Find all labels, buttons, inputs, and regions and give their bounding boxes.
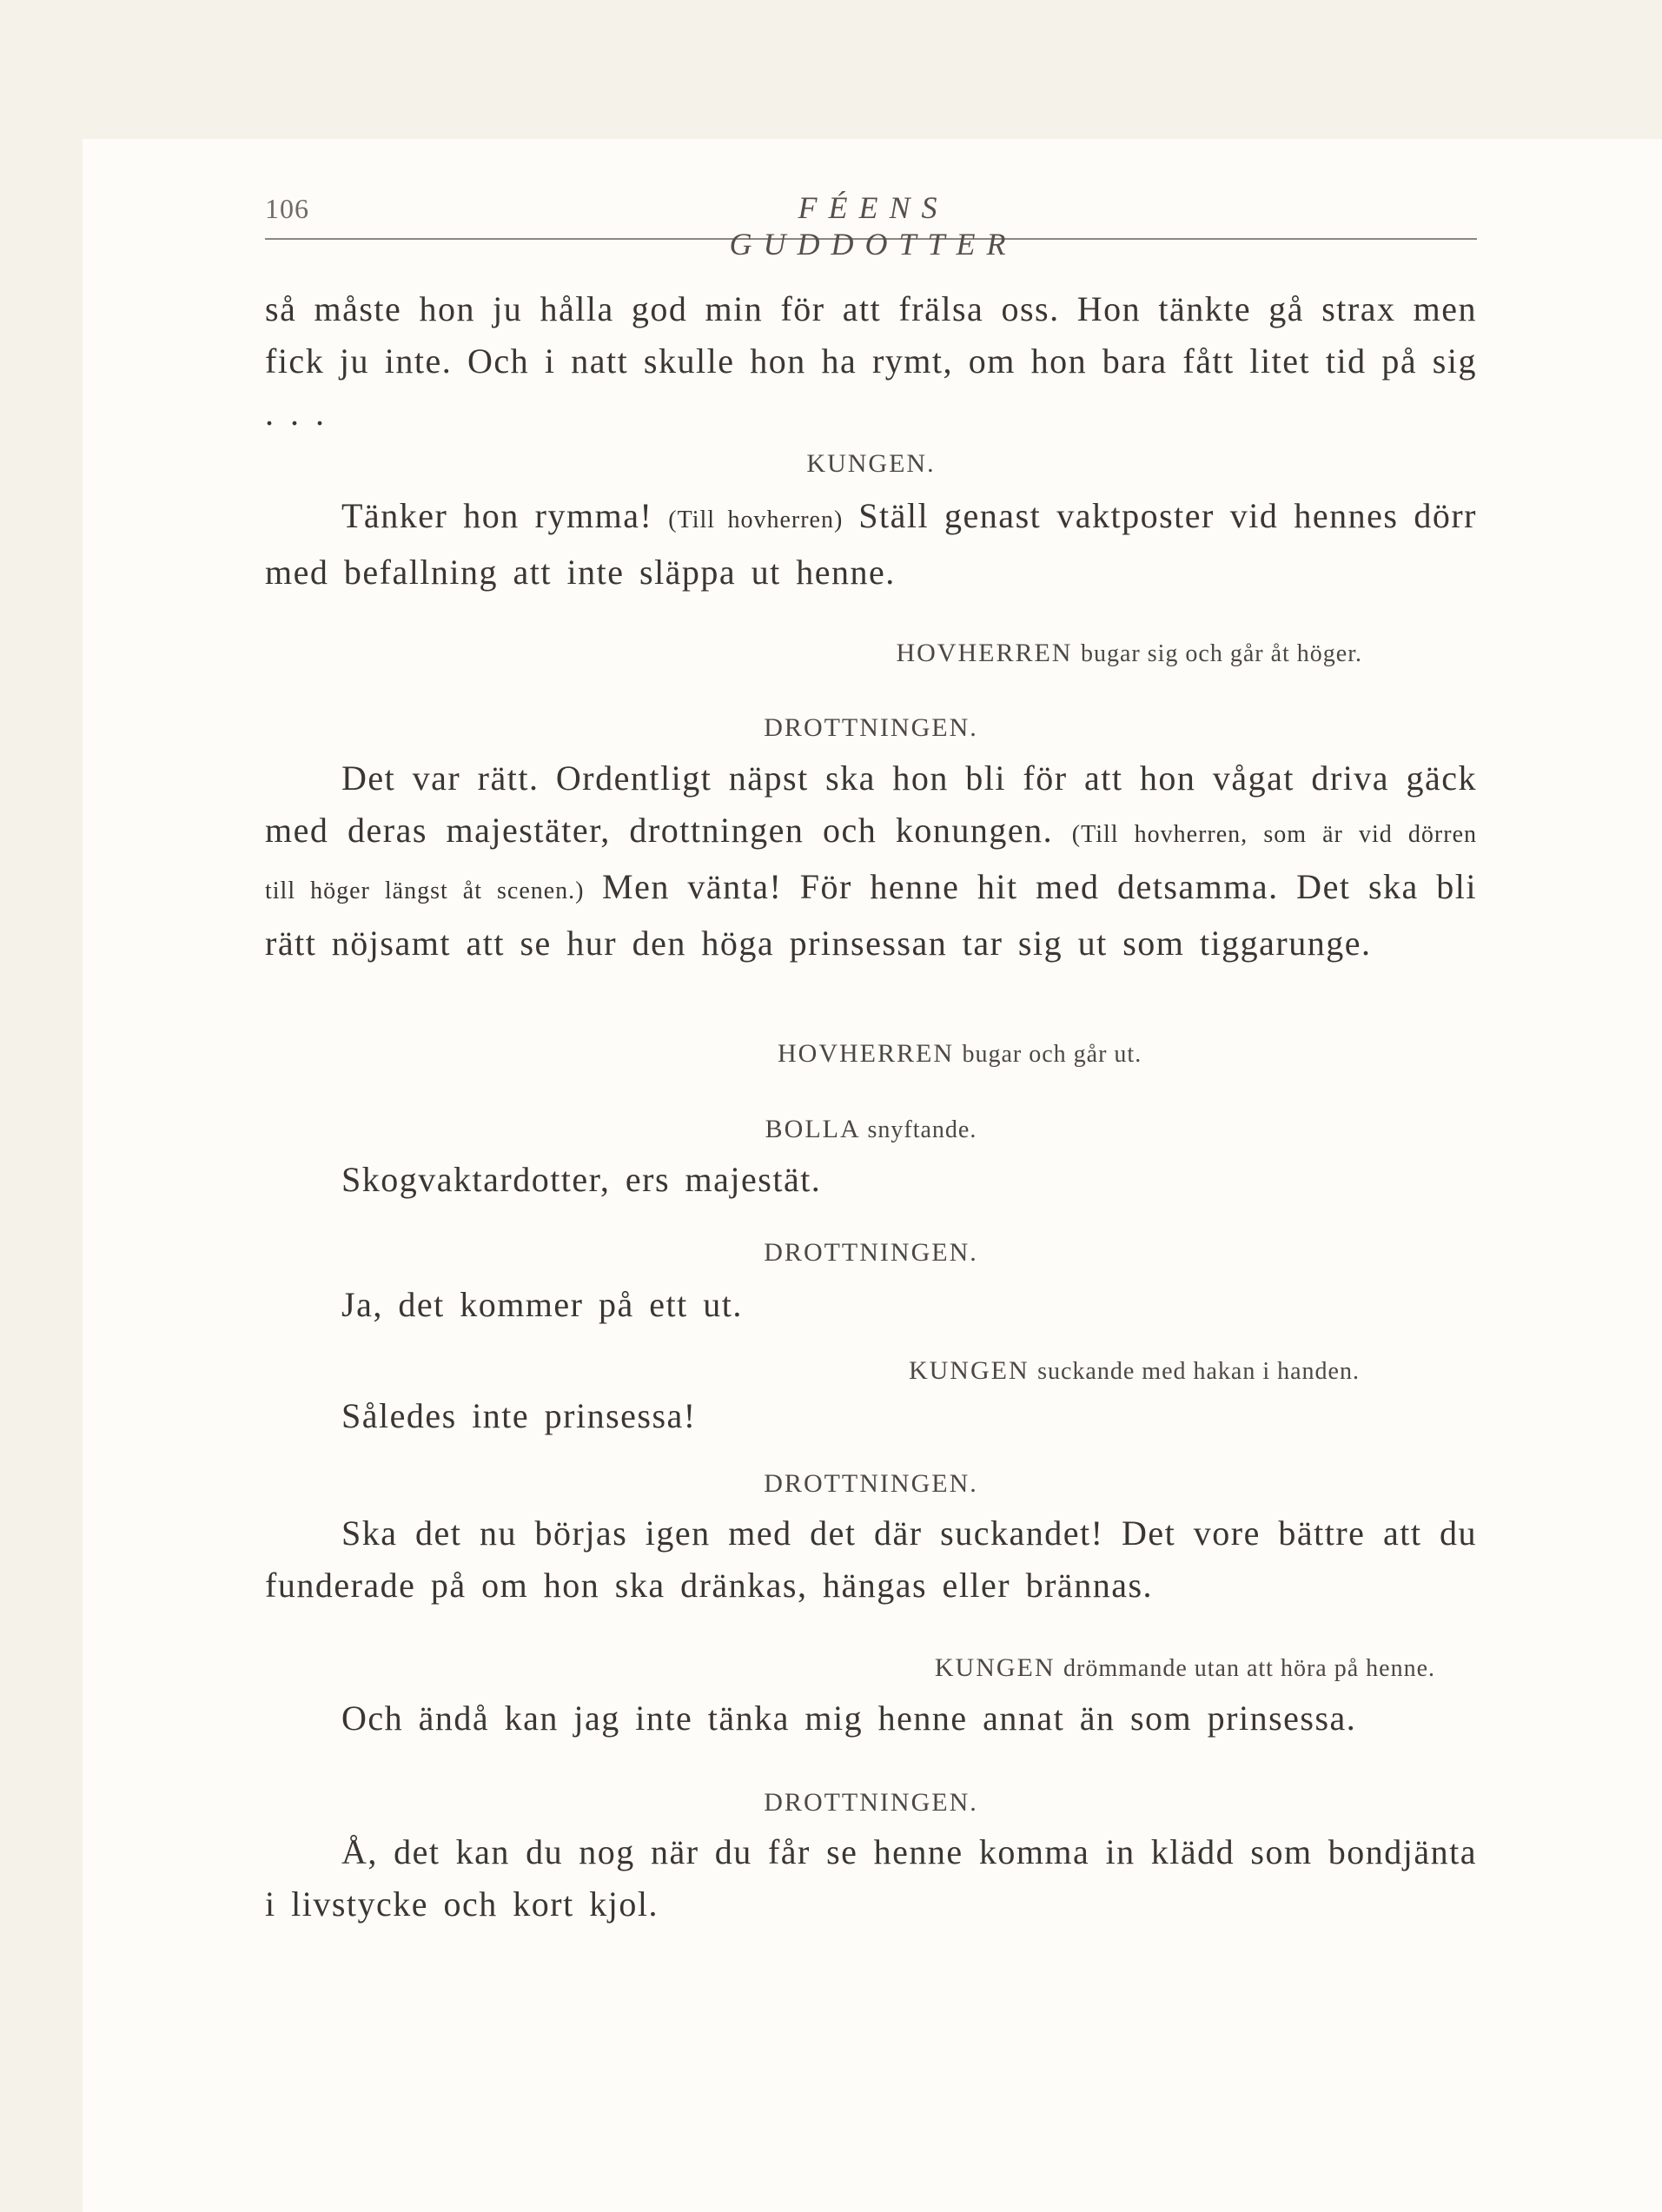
- stage-direction: bugar och går ut.: [962, 1041, 1142, 1068]
- speaker-kungen-1: KUNGEN.: [806, 449, 936, 478]
- speaker-drottningen-1: DROTTNINGEN.: [764, 713, 978, 742]
- speaker-drottningen-2: DROTTNINGEN.: [764, 1238, 978, 1267]
- stage-direction: bugar sig och går åt höger.: [1080, 640, 1362, 667]
- stage-direction: (Till hovherren): [668, 507, 844, 533]
- stage-direction: snyftande.: [867, 1116, 977, 1143]
- speaker-name: KUNGEN: [934, 1653, 1056, 1682]
- dialogue-paragraph-9: Å, det kan du nog när du får se henne komma in klädd som bondjänta i livstycke och kort kjol.: [265, 1832, 1477, 1924]
- page-header: [265, 189, 1477, 262]
- speaker-drottningen-3: DROTTNINGEN.: [764, 1469, 978, 1498]
- dialogue-text: Tänker hon rymma!: [341, 496, 653, 535]
- dialogue-paragraph-2: [265, 490, 1477, 599]
- speaker-name: HOVHERREN: [778, 1039, 954, 1068]
- dialogue-paragraph-7: Ska det nu börjas igen med det där suckandet! Det vore bättre att du funderade på om hon ska dränkas, hängas eller brännas.: [265, 1513, 1477, 1605]
- speaker-drottningen-4: DROTTNINGEN.: [764, 1788, 978, 1817]
- dialogue-paragraph-5: Ja, det kommer på ett ut.: [341, 1285, 743, 1324]
- dialogue-text: Det var rätt. Ordentligt näpst ska hon bli för att hon vågat driva gäck med deras majestäter, drottningen och konungen.: [265, 758, 1477, 850]
- speaker-kungen-2: [265, 1354, 1477, 1389]
- stage-direction: drömmande utan att höra på henne.: [1063, 1655, 1435, 1682]
- speaker-kungen-3: [265, 1651, 1477, 1686]
- speaker-name: KUNGEN: [908, 1356, 1030, 1385]
- dialogue-text: Men vänta! För henne hit med detsamma. Det ska bli rätt nöjsamt att se hur den höga prinsessan tar sig ut som tiggarunge.: [265, 867, 1477, 963]
- dialogue-paragraph-3: [265, 752, 1477, 970]
- stage-direction: (Till hovherren, som är vid dörren till höger längst åt scenen.): [265, 821, 1478, 904]
- page-number: 106: [265, 193, 309, 224]
- running-title: FÉENS GUDDOTTER: [729, 190, 1017, 262]
- speaker-bolla: [265, 1112, 1477, 1148]
- speaker-name: BOLLA: [765, 1115, 859, 1143]
- dialogue-paragraph-1: så måste hon ju hålla god min för att frälsa oss. Hon tänkte gå strax men fick ju inte. Och i natt skulle hon ha rymt, om hon bara fått litet tid på sig . . .: [265, 289, 1477, 433]
- dialogue-text: Ställ genast vaktposter vid hennes dörr med befallning att inte släppa ut henne.: [265, 496, 1478, 592]
- speaker-name: HOVHERREN: [896, 639, 1073, 667]
- dialogue-paragraph-8: Och ändå kan jag inte tänka mig henne annat än som prinsessa.: [341, 1699, 1357, 1738]
- dialogue-paragraph-4: Skogvaktardotter, ers majestät.: [341, 1160, 822, 1199]
- speaker-hovherren-1: [265, 636, 1477, 672]
- stage-direction: suckande med hakan i handen.: [1037, 1358, 1360, 1385]
- dialogue-paragraph-6: Således inte prinsessa!: [341, 1396, 697, 1435]
- speaker-hovherren-2: [265, 1036, 1477, 1072]
